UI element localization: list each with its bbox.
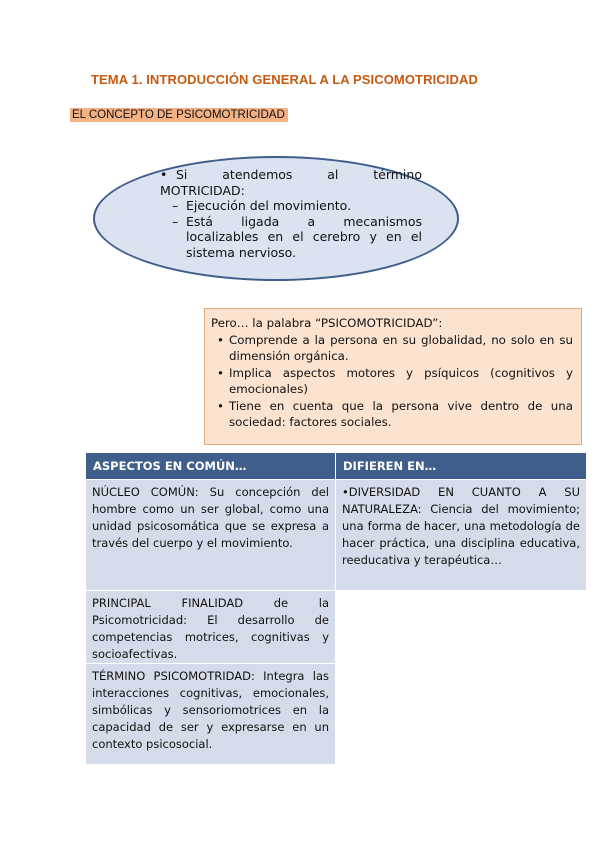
bullet-icon: • bbox=[217, 398, 224, 413]
header-differ: DIFIEREN EN… bbox=[336, 453, 586, 479]
box-item-text: Implica aspectos motores y psíquicos (cognitivos y emocionales) bbox=[229, 365, 573, 396]
dash-icon: – bbox=[172, 198, 179, 213]
ellipse-item bbox=[160, 214, 422, 261]
box-item bbox=[211, 365, 573, 398]
bullet-icon: • bbox=[217, 365, 224, 380]
bullet-icon: • bbox=[160, 167, 168, 182]
box-item bbox=[211, 398, 573, 431]
cell-termino: TÉRMINO PSICOMOTRIDAD: Integra las interacciones cognitivas, emocionales, simbólicas y sensoriomotrices en la capacidad de ser y expresarse en un contexto psicosocial. bbox=[86, 664, 335, 764]
cell-finalidad: PRINCIPAL FINALIDAD de la Psicomotricidad: El desarrollo de competencias motrices, cognitivas y socioafectivas. bbox=[86, 591, 335, 663]
cell-diversidad: •DIVERSIDAD EN CUANTO A SU NATURALEZA: Ciencia del movimiento; una forma de hacer, una metodología de hacer práctica, una disciplina educativa, reeducativa y terapéutica… bbox=[336, 480, 586, 590]
ellipse-item-text: Ejecución del movimiento. bbox=[186, 198, 352, 213]
dash-icon: – bbox=[172, 213, 179, 229]
bullet-icon: • bbox=[217, 332, 224, 347]
psicomotricidad-box bbox=[204, 308, 582, 445]
cell-empty bbox=[336, 591, 586, 663]
ellipse-item-text: Está ligada a mecanismos localizables en el cerebro y en el sistema nervioso. bbox=[186, 213, 422, 260]
box-item bbox=[211, 332, 573, 365]
ellipse-item bbox=[160, 198, 422, 214]
section-subtitle: EL CONCEPTO DE PSICOMOTRICIDAD bbox=[70, 108, 288, 122]
ellipse-keyword: MOTRICIDAD: bbox=[160, 182, 245, 198]
ellipse-lead bbox=[160, 167, 422, 183]
document-title: TEMA 1. INTRODUCCIÓN GENERAL A LA PSICOMOTRICIDAD bbox=[91, 72, 478, 87]
box-item-text: Comprende a la persona en su globalidad, no solo en su dimensión orgánica. bbox=[229, 332, 573, 363]
lead-word: atendemos bbox=[222, 167, 293, 182]
lead-word: Si bbox=[176, 167, 188, 182]
cell-nucleo-comun: NÚCLEO COMÚN: Su concepción del hombre como un ser global, como una unidad psicosomática que se expresa a través del cuerpo y el movimiento. bbox=[86, 480, 335, 590]
box-intro: Pero… la palabra “PSICOMOTRICIDAD”: bbox=[211, 316, 443, 330]
motricidad-definition bbox=[160, 167, 422, 260]
lead-word: al bbox=[327, 167, 339, 182]
header-common: ASPECTOS EN COMÚN… bbox=[86, 453, 335, 479]
lead-word: término bbox=[373, 167, 422, 182]
box-item-text: Tiene en cuenta que la persona vive dentro de una sociedad: factores sociales. bbox=[229, 398, 573, 429]
